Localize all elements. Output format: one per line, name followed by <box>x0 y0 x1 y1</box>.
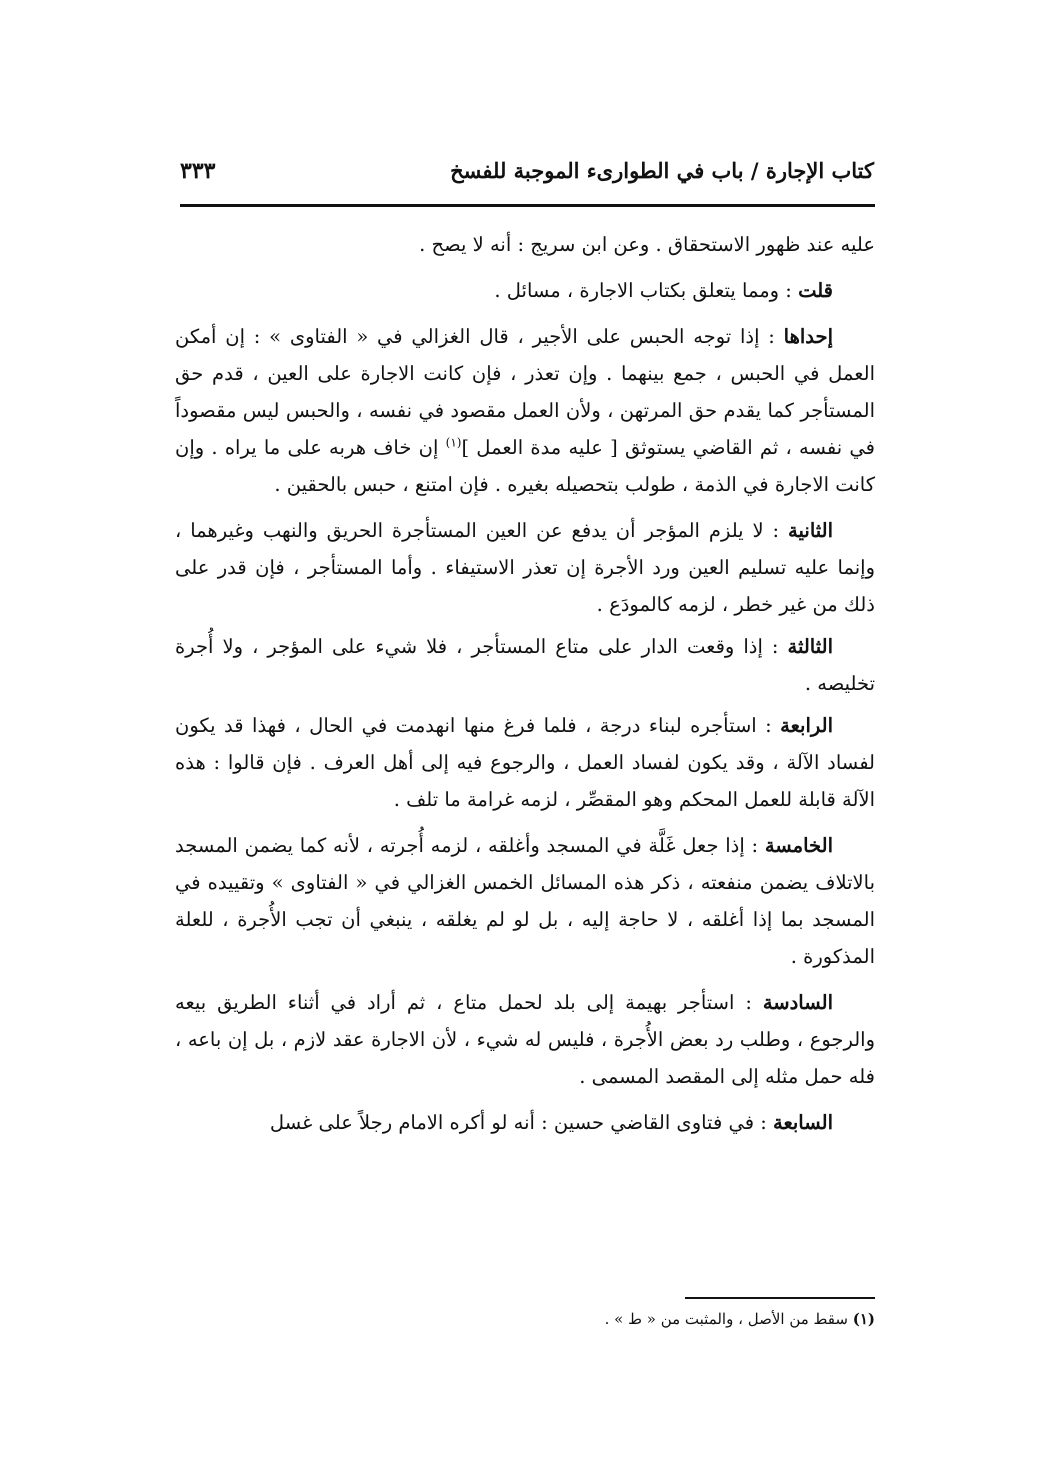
paragraph-text: : إذا جعل غَلَّة في المسجد وأغلقه ، لزمه أُجرته ، لأنه كما يضمن المسجد بالاتلاف يضمن منفعته ، ذكر هذه المسائل الخمس الغزالي في « الفتاوى » وتقييده في المسجد بما إذا أغلقه ، لا حاجة إليه ، بل لو لم يغلقه ، ينبغي أن تجب الأُجرة ، للعلة المذكورة . <box>175 834 875 968</box>
paragraph-qultu <box>175 272 875 309</box>
running-title: كتاب الإجارة / باب في الطوارىء الموجبة للفسخ <box>450 158 874 183</box>
paragraph-text: : استأجره لبناء درجة ، فلما فرغ منها انهدمت في الحال ، فهذا قد يكون لفساد الآلة ، وقد يكون لفساد العمل ، والرجوع فيه إلى أهل العرف . فإن قالوا : هذه الآلة قابلة للعمل المحكم وهو المقصِّر ، لزمه غرامة ما تلف . <box>175 714 875 811</box>
paragraph-fourth-issue <box>175 707 875 818</box>
paragraph-first-issue <box>175 318 875 503</box>
paragraph-text: : لا يلزم المؤجر أن يدفع عن العين المستأجرة الحريق والنهب وغيرهما ، وإنما عليه تسليم العين ورد الأجرة إن تعذر الاستيفاء . وأما المستأجر ، فإن قدر على ذلك من غير خطر ، لزمه كالمودَع . <box>175 519 875 616</box>
paragraph-lead: السادسة <box>762 991 833 1014</box>
paragraph-lead: قلت <box>798 279 833 302</box>
footnote-text: سقط من الأصل ، والمثبت من « ط » . <box>604 1310 848 1328</box>
body-text <box>175 226 875 1141</box>
paragraph-text: : في فتاوى القاضي حسين : أنه لو أكره الامام رجلاً على غسل <box>269 1111 773 1134</box>
footnote <box>605 1310 875 1328</box>
paragraph-lead: الثالثة <box>787 635 833 658</box>
paragraph-third-issue <box>175 628 875 702</box>
footnote-number: (١) <box>852 1310 875 1328</box>
header-rule <box>180 204 875 207</box>
paragraph-text: : إذا وقعت الدار على متاع المستأجر ، فلا شيء على المؤجر ، ولا أُجرة تخليصه . <box>175 635 875 695</box>
paragraph-second-issue <box>175 512 875 623</box>
paragraph-lead: الخامسة <box>764 834 833 857</box>
paragraph-text: إن خاف هربه على ما يراه . وإن كانت الاجارة في الذمة ، طولب بتحصيله بغيره . فإن امتنع ، حبس بالحقين . <box>175 436 875 496</box>
paragraph-seventh-issue <box>175 1104 875 1141</box>
paragraph-lead: إحداها <box>783 325 833 348</box>
paragraph-fifth-issue <box>175 827 875 975</box>
paragraph-lead: الثانية <box>788 519 833 542</box>
paragraph-text: : استأجر بهيمة إلى بلد لحمل متاع ، ثم أراد في أثناء الطريق بيعه والرجوع ، وطلب رد بعض الأُجرة ، فليس له شيء ، لأن الاجارة عقد لازم ، بل إن باعه ، فله حمل مثله إلى المقصد المسمى . <box>175 991 875 1088</box>
paragraph-lead: السابعة <box>773 1111 833 1134</box>
paragraph-sixth-issue <box>175 984 875 1095</box>
paragraph-text: : ومما يتعلق بكتاب الاجارة ، مسائل . <box>494 279 799 302</box>
paragraph-text: : إذا توجه الحبس على الأجير ، قال الغزالي في « الفتاوى » : إن أمكن العمل في الحبس ، جمع بينهما . وإن تعذر ، فإن كانت الاجارة على العين ، قدم حق المستأجر كما يقدم حق المرتهن ، ولأن العمل مقصود في نفسه ، والحبس ليس مقصوداً في نفسه ، ثم القاضي يستوثق [ عليه مدة العمل ] <box>175 325 875 459</box>
paragraph-continuation <box>175 226 875 263</box>
page-number: ٣٣٣ <box>180 158 216 184</box>
paragraph-lead: الرابعة <box>780 714 833 737</box>
paragraph-text: عليه عند ظهور الاستحقاق . وعن ابن سريج : أنه لا يصح . <box>419 233 875 256</box>
footnote-rule <box>685 1297 875 1299</box>
footnote-reference: (١) <box>445 435 462 450</box>
page-header <box>180 158 874 198</box>
